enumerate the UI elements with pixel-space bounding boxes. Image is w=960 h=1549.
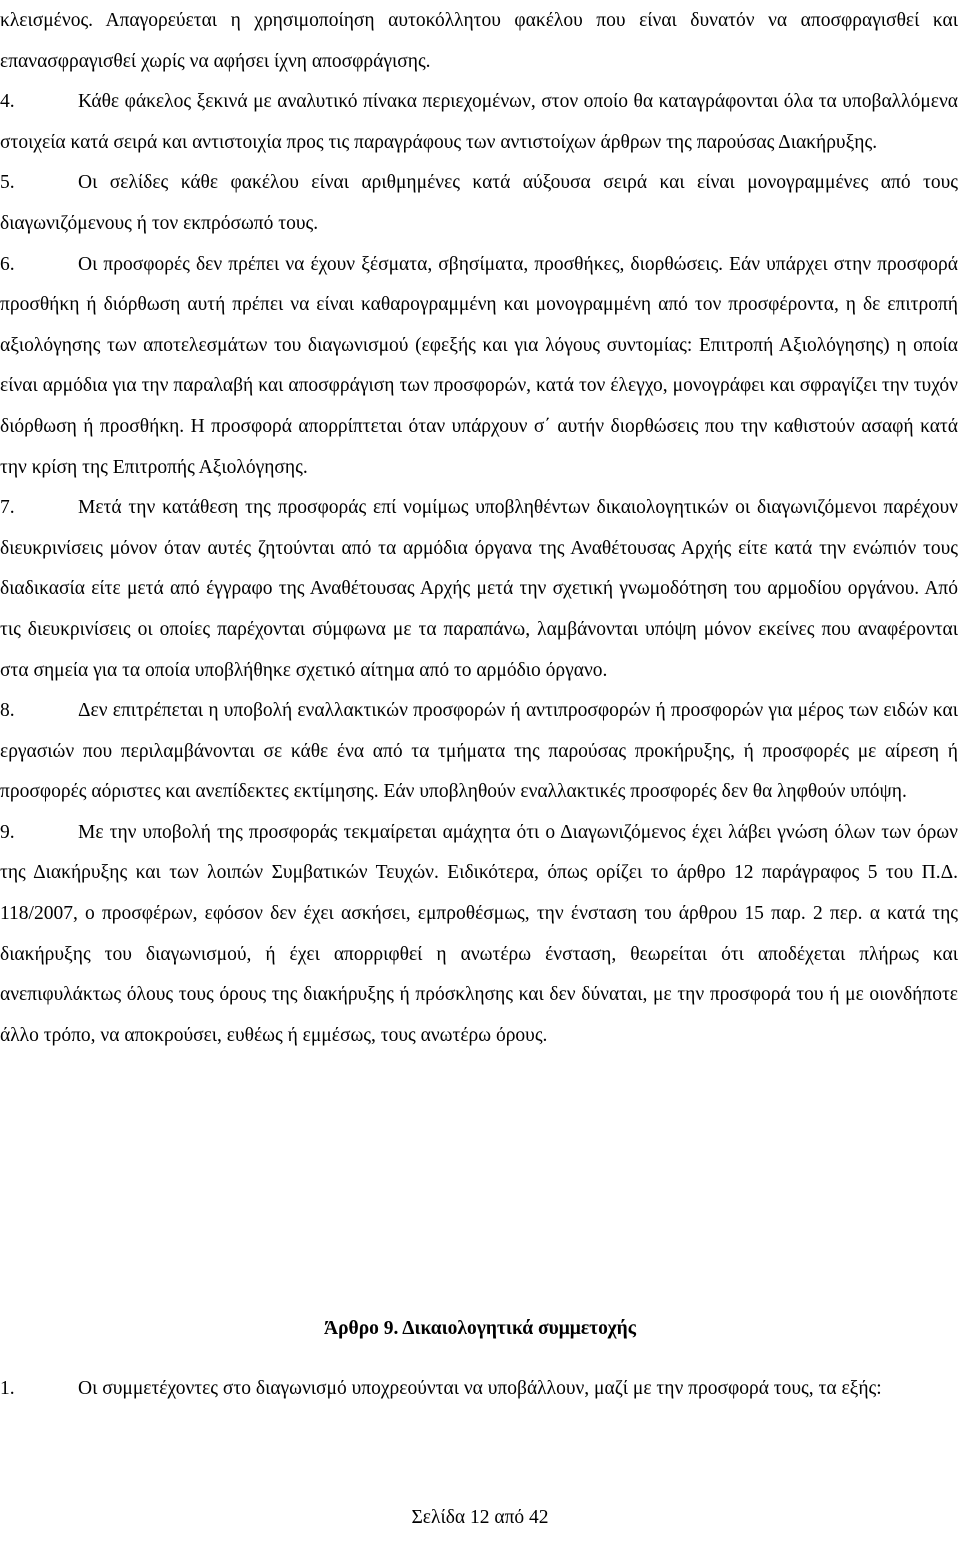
article-heading: Άρθρο 9. Δικαιολογητικά συμμετοχής: [324, 1318, 636, 1339]
paragraph-4: [0, 82, 960, 163]
paragraph-text: Μετά την κατάθεση της προσφοράς επί νομίμως υποβληθέντων δικαιολογητικών οι διαγωνιζόμενοι παρέχουν διευκρινίσεις μόνον όταν αυτές ζητούνται από τα αρμόδια όργανα της Αναθέτουσας Αρχής είτε κατά την ενώπιόν τους διαδικασία είτε μετά από έγγραφο της Αναθέτουσας Αρχής μετά την σχετική γνωμοδότηση του αρμοδίου οργάνου. Από τις διευκρινίσεις οι οποίες παρέχονται σύμφωνα με τα παραπάνω, λαμβάνονται υπόψη μόνον εκείνες που αναφέρονται στα σημεία για τα οποία υποβλήθηκε σχετικό αίτημα από το αρμόδιο όργανο.: [0, 497, 958, 681]
paragraph-3-continuation: [0, 1, 960, 82]
paragraph-text: Οι σελίδες κάθε φακέλου είναι αριθμημένες κατά αύξουσα σειρά και είναι μονογραμμένες από τους διαγωνιζόμενους ή τον εκπρόσωπό τους.: [0, 172, 958, 234]
paragraph-7: [0, 488, 960, 691]
paragraph-number: 5.: [0, 172, 15, 194]
paragraph-text: κλεισμένος. Απαγορεύεται η χρησιμοποίηση αυτοκόλλητου φακέλου που είναι δυνατόν να αποσφραγισθεί και επανασφραγισθεί χωρίς να αφήσει ίχνη αποσφράγισης.: [0, 10, 958, 72]
paragraph-6: [0, 245, 960, 489]
article-9-paragraph-1: [0, 1369, 960, 1410]
paragraph-number: 1.: [0, 1378, 15, 1399]
page-footer: Σελίδα 12 από 42: [411, 1507, 549, 1528]
paragraph-number: 4.: [0, 91, 15, 113]
paragraph-text: Κάθε φάκελος ξεκινά με αναλυτικό πίνακα περιεχομένων, στον οποίο θα καταγράφονται όλα τα υποβαλλόμενα στοιχεία κατά σειρά και αντιστοιχία προς τις παραγράφους των αντιστοίχων άρθρων της παρούσας Διακήρυξης.: [0, 91, 958, 153]
paragraph-text: Δεν επιτρέπεται η υποβολή εναλλακτικών προσφορών ή αντιπροσφορών ή προσφορών για μέρος των ειδών και εργασιών που περιλαμβάνονται σε κάθε ένα από τα τμήματα της παρούσας προκήρυξης, ή προσφορές με αίρεση ή προσφορές αόριστες και ανεπίδεκτες εκτίμησης. Εάν υποβληθούν εναλλακτικές προσφορές δεν θα ληφθούν υπόψη.: [0, 700, 958, 803]
paragraph-1: [0, 1369, 960, 1410]
paragraph-8: [0, 691, 960, 813]
paragraph-number: 9.: [0, 821, 15, 843]
paragraph-text: Οι συμμετέχοντες στο διαγωνισμό υποχρεούνται να υποβάλλουν, μαζί με την προσφορά τους, τα εξής:: [78, 1378, 882, 1399]
paragraph-number: 6.: [0, 253, 15, 275]
paragraph-text: Οι προσφορές δεν πρέπει να έχουν ξέσματα, σβησίματα, προσθήκες, διορθώσεις. Εάν υπάρχει στην προσφορά προσθήκη ή διόρθωση αυτή πρέπει να είναι καθαρογραμμένη και μονογραμμένη από τον προσφέροντα, η δε επιτροπή αξιολόγησης των αποτελεσμάτων του διαγωνισμού (εφεξής και για λόγους συντομίας: Επιτροπή Αξιολόγησης) η οποία είναι αρμόδια για την παραλαβή και αποσφράγιση των προσφορών, κατά τον έλεγχο, μονογράφει και σφραγίζει την τυχόν διόρθωση ή προσθήκη. Η προσφορά απορρίπτεται όταν υπάρχουν σ΄ αυτήν διορθώσεις που την καθιστούν ασαφή κατά την κρίση της Επιτροπής Αξιολόγησης.: [0, 253, 958, 478]
paragraph-number: 7.: [0, 497, 15, 519]
paragraph-5: [0, 163, 960, 244]
paragraph-9: [0, 813, 960, 1057]
paragraph-text: Με την υποβολή της προσφοράς τεκμαίρεται αμάχητα ότι ο Διαγωνιζόμενος έχει λάβει γνώση όλων των όρων της Διακήρυξης και των λοιπών Συμβατικών Τευχών. Ειδικότερα, όπως ορίζει το άρθρο 12 παράγραφος 5 του Π.Δ. 118/2007, ο προσφέρων, εφόσον δεν έχει ασκήσει, εμπροθέσμως, την ένσταση του άρθρου 15 παρ. 2 περ. α κατά της διακήρυξης του διαγωνισμού, ή έχει απορριφθεί η ανωτέρω ένσταση, θεωρείται ότι αποδέχεται πλήρως και ανεπιφυλάκτως όλους τους όρους της διακήρυξης ή πρόσκλησης και δεν δύναται, με την προσφορά του ή με οιονδήποτε άλλο τρόπο, να αποκρούσει, ευθέως ή εμμέσως, τους ανωτέρω όρους.: [0, 821, 958, 1046]
paragraph-number: 8.: [0, 700, 15, 722]
